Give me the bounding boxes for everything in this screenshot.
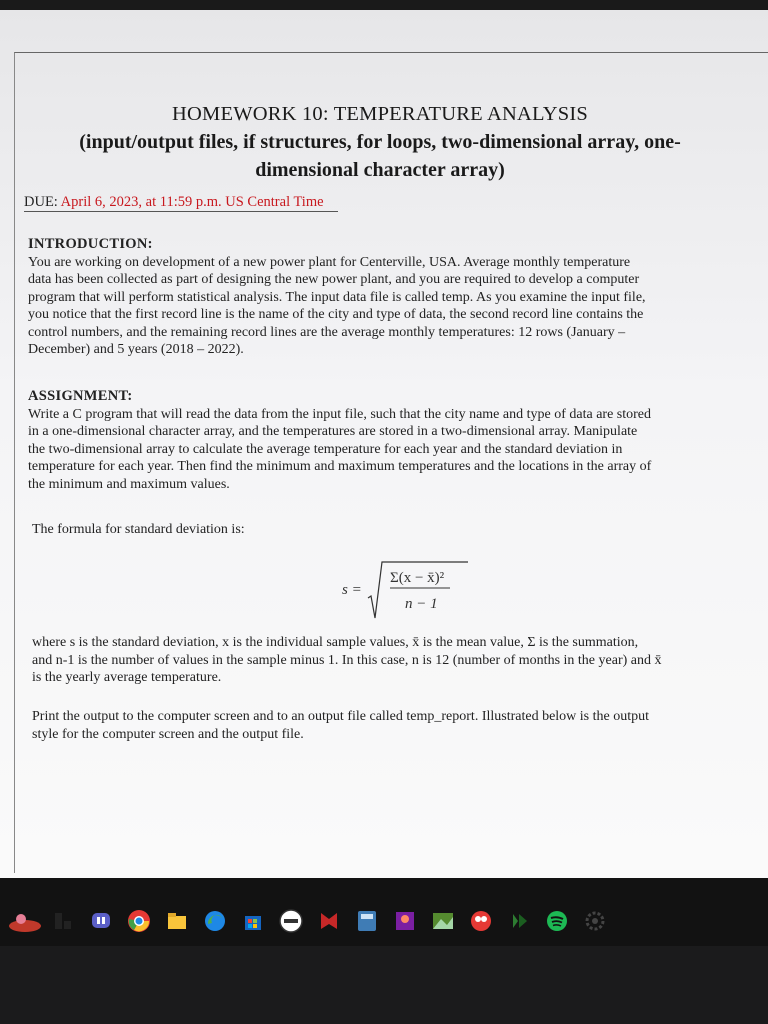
top-bezel (0, 0, 768, 10)
print-paragraph (32, 708, 760, 743)
intro-line: control numbers, and the remaining record lines are the average monthly temperatures: 12 rows (January – (28, 324, 626, 340)
where-line: is the yearly average temperature. (32, 670, 222, 685)
intro-line: you notice that the first record line is the name of the city and type of data, the second record line contains the (28, 307, 644, 322)
assignment-section (28, 388, 760, 493)
assignment-line: the minimum and maximum values. (28, 476, 230, 492)
formula-numerator: Σ(x − x̄)² (390, 570, 445, 586)
game-icon[interactable] (462, 904, 500, 938)
intro-line: December) and 5 years (2018 – 2022). (28, 342, 244, 357)
gallery-icon[interactable] (424, 904, 462, 938)
print-line: Print the output to the computer screen and to an output file called temp_report. Illustrated below is the output (32, 709, 650, 724)
print-line: style for the computer screen and the output file. (32, 726, 304, 742)
subtitle-line-2: dimensional character array) (255, 159, 505, 181)
where-line: and n-1 is the number of values in the sample minus 1. In this case, n is 12 (number of months in the year) and x̄ (32, 652, 662, 668)
taskbar (0, 896, 768, 946)
std-dev-formula (338, 560, 468, 620)
mcafee-icon[interactable] (310, 904, 348, 938)
where-line: where s is the standard deviation, x is the individual sample values, x̄ is the mean value, Σ is the summation, (32, 635, 639, 650)
intro-line: You are working on development of a new power plant for Centerville, USA. Average monthly temperature (28, 254, 631, 270)
formula-label: The formula for standard deviation is: (32, 522, 245, 537)
introduction-heading: INTRODUCTION: (28, 236, 153, 252)
formula-graphic (360, 560, 470, 620)
title-block (20, 100, 740, 184)
assignment-line: in a one-dimensional character array, and the temperatures are stored in a two-dimensional array. Manipulate (28, 424, 638, 439)
intro-line: program that will perform statistical analysis. The input data file is called temp. As you examine the input file, (28, 289, 646, 305)
media-player-icon[interactable] (500, 904, 538, 938)
assignment-line: the two-dimensional array to calculate the average temperature for each year and the standard deviation in (28, 441, 623, 457)
formula-denominator: n − 1 (405, 596, 438, 612)
dell-icon[interactable] (272, 904, 310, 938)
due-label: DUE: (24, 194, 58, 210)
monitor-bezel (0, 946, 768, 1024)
subtitle-line-1: (input/output files, if structures, for loops, two-dimensional array, one- (79, 131, 681, 153)
due-value: April 6, 2023, at 11:59 p.m. US Central Time (60, 194, 324, 210)
photos-icon[interactable] (386, 904, 424, 938)
calculator-icon[interactable] (348, 904, 386, 938)
assignment-heading: ASSIGNMENT: (28, 388, 133, 404)
settings-icon[interactable] (576, 904, 614, 938)
page-title: HOMEWORK 10: TEMPERATURE ANALYSIS (172, 103, 588, 125)
chat-icon[interactable] (82, 904, 120, 938)
edge-icon[interactable] (196, 904, 234, 938)
introduction-section (28, 236, 760, 359)
due-date (24, 194, 338, 212)
microsoft-store-icon[interactable] (234, 904, 272, 938)
assignment-line: temperature for each year. Then find the minimum and maximum temperatures and the locations in the array of (28, 459, 652, 474)
chrome-icon[interactable] (120, 904, 158, 938)
spotify-icon[interactable] (538, 904, 576, 938)
assignment-line: Write a C program that will read the data from the input file, such that the city name and type of data are stored (28, 406, 651, 422)
where-paragraph (32, 634, 762, 687)
task-view-icon[interactable] (44, 904, 82, 938)
formula-lhs: s = (342, 582, 362, 598)
weather-widget-icon[interactable] (6, 904, 44, 938)
file-explorer-icon[interactable] (158, 904, 196, 938)
intro-line: data has been collected as part of designing the new power plant, and you are required to develop a computer (28, 272, 640, 287)
